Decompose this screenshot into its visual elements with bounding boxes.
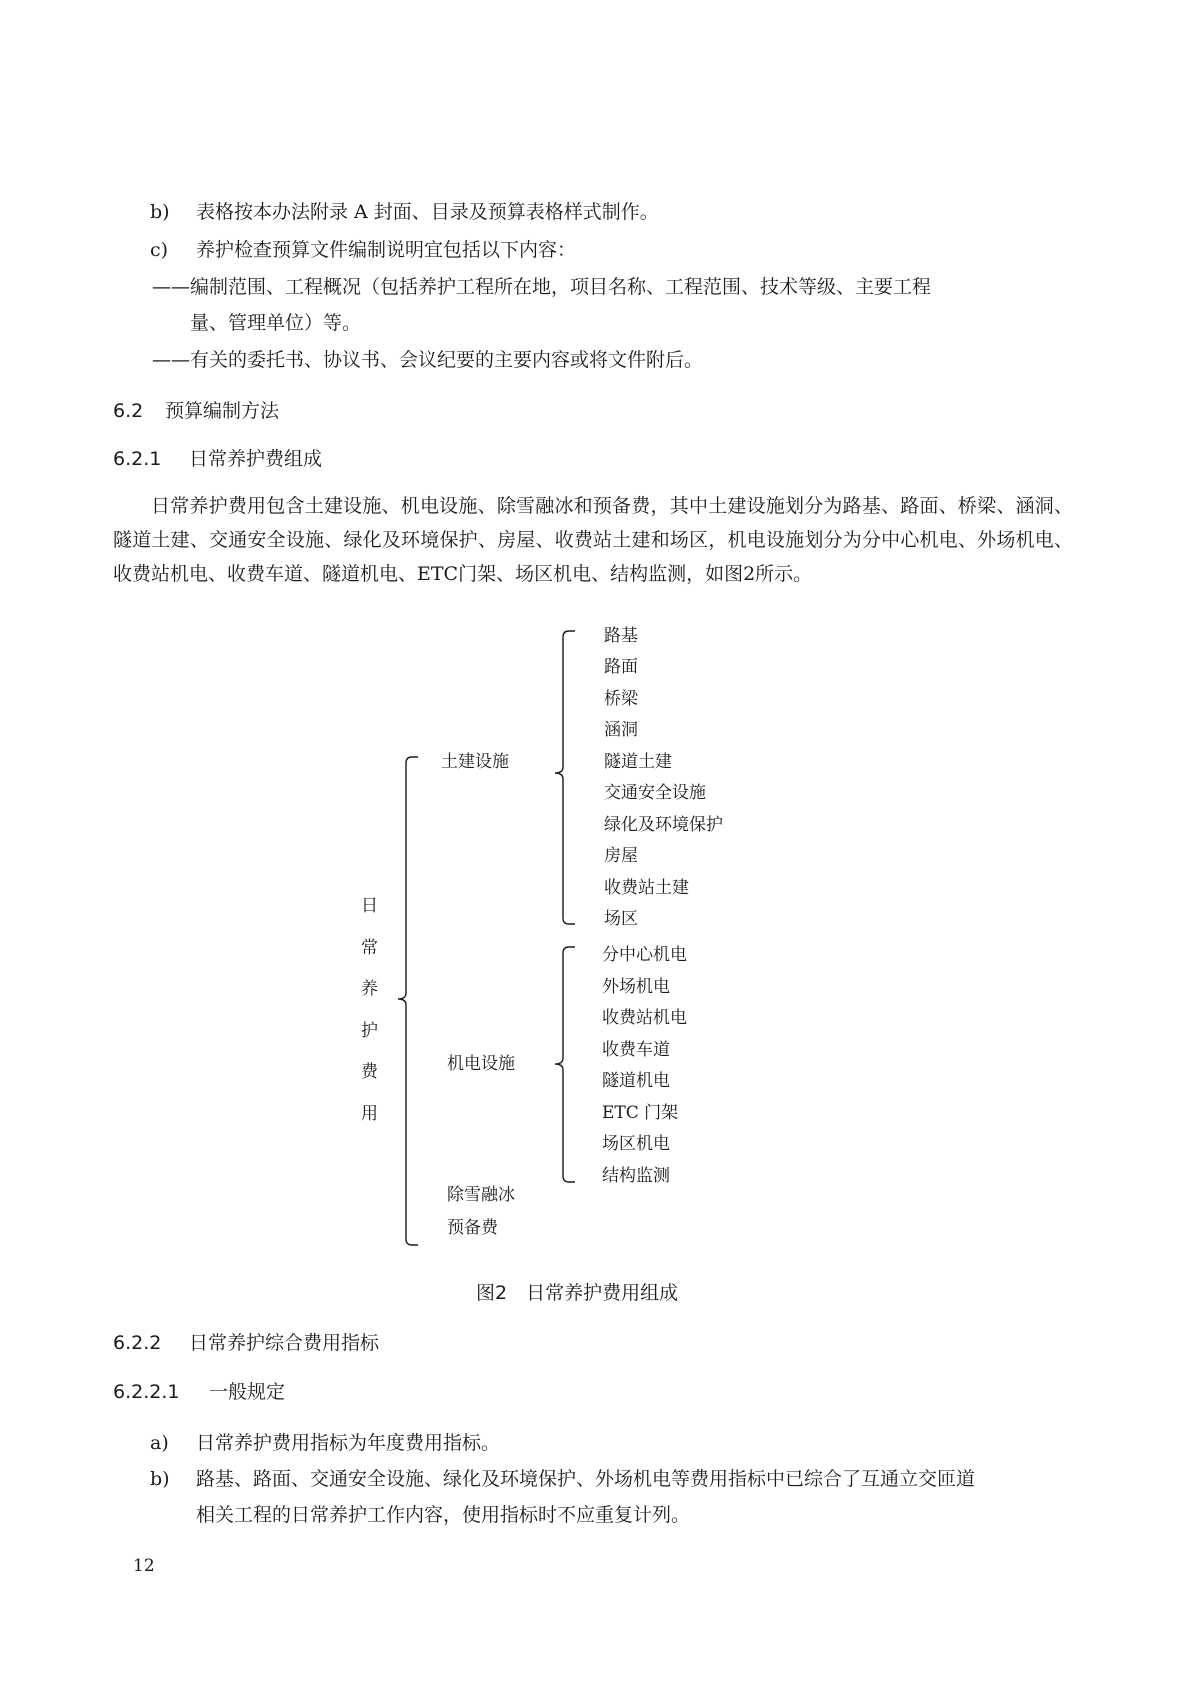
section-number: 6.2.2.1 (113, 1381, 180, 1403)
dash-item-1-line1: ——编制范围、工程概况（包括养护工程所在地，项目名称、工程范围、技术等级、主要工程 (152, 276, 932, 298)
rule-item-b (150, 1466, 975, 1492)
list-label: c) (150, 239, 169, 261)
list-text: 日常养护费用指标为年度费用指标。 (196, 1432, 501, 1454)
dash-item-2: ——有关的委托书、协议书、会议纪要的主要内容或将文件附后。 (152, 349, 704, 371)
section-title: 日常养护费组成 (189, 448, 323, 470)
node-civil: 土建设施 (441, 752, 509, 772)
mech-item: 场区机电 (602, 1134, 670, 1154)
section-number: 6.2 (113, 400, 144, 422)
mech-item: 分中心机电 (602, 945, 687, 965)
node-reserve: 预备费 (447, 1218, 498, 1238)
civil-bracket (555, 631, 575, 924)
list-label: a) (150, 1432, 169, 1454)
civil-item: 涵洞 (604, 720, 638, 740)
rule-item-b-line2: 相关工程的日常养护工作内容，使用指标时不应重复计列。 (196, 1504, 691, 1526)
list-text: 表格按本办法附录 A 封面、目录及预算表格样式制作。 (196, 201, 659, 223)
list-text: 养护检查预算文件编制说明宜包括以下内容： (196, 239, 577, 261)
section-number: 6.2.1 (113, 448, 162, 470)
section-heading-6-2-2-1 (113, 1379, 285, 1405)
main-bracket (398, 757, 418, 1245)
root-char: 护 (361, 1021, 378, 1041)
rule-item-a (150, 1430, 500, 1456)
civil-item: 绿化及环境保护 (604, 815, 723, 835)
list-text: 路基、路面、交通安全设施、绿化及环境保护、外场机电等费用指标中已综合了互通立交匝道 (196, 1468, 976, 1490)
civil-item: 路基 (604, 626, 638, 646)
civil-item: 交通安全设施 (604, 783, 706, 803)
root-char: 养 (361, 979, 378, 999)
list-label: b) (150, 201, 170, 223)
mech-bracket (555, 947, 575, 1182)
civil-item: 场区 (604, 909, 638, 929)
section-title: 预算编制方法 (165, 400, 280, 422)
mech-item: 隧道机电 (602, 1071, 670, 1091)
mech-item: 外场机电 (602, 977, 670, 997)
root-char: 日 (361, 896, 378, 916)
mech-item: 收费站机电 (602, 1008, 687, 1028)
node-snow: 除雪融冰 (447, 1185, 515, 1205)
civil-item: 收费站土建 (604, 878, 689, 898)
section-title: 日常养护综合费用指标 (189, 1332, 380, 1354)
section-number: 6.2.2 (113, 1332, 162, 1354)
figure-caption: 图2 日常养护费用组成 (476, 1282, 679, 1304)
mech-item: ETC 门架 (602, 1103, 679, 1123)
section-heading-6-2-2 (113, 1330, 379, 1356)
root-char: 常 (361, 938, 378, 958)
mech-item: 结构监测 (602, 1166, 670, 1186)
civil-item: 隧道土建 (604, 752, 672, 772)
list-label: b) (150, 1468, 170, 1490)
node-mech: 机电设施 (447, 1054, 515, 1074)
dash-item-1-line2: 量、管理单位）等。 (190, 312, 362, 334)
root-char: 费 (361, 1062, 378, 1082)
civil-item: 桥梁 (604, 689, 638, 709)
root-char: 用 (361, 1104, 378, 1124)
section-title: 一般规定 (209, 1381, 286, 1403)
civil-item: 路面 (604, 657, 638, 677)
mech-item: 收费车道 (602, 1040, 670, 1060)
page-number: 12 (133, 1556, 155, 1576)
paragraph-6-2-1: 日常养护费用包含土建设施、机电设施、除雪融冰和预备费，其中土建设施划分为路基、路面、桥梁、涵洞、隧道土建、交通安全设施、绿化及环境保护、房屋、收费站土建和场区，机电设施划分为分中心机电、外场机电、收费站机电、收费车道、隧道机电、ETC门架、场区机电、结构监测，如图2所示。 (113, 495, 1073, 585)
civil-item: 房屋 (604, 846, 638, 866)
